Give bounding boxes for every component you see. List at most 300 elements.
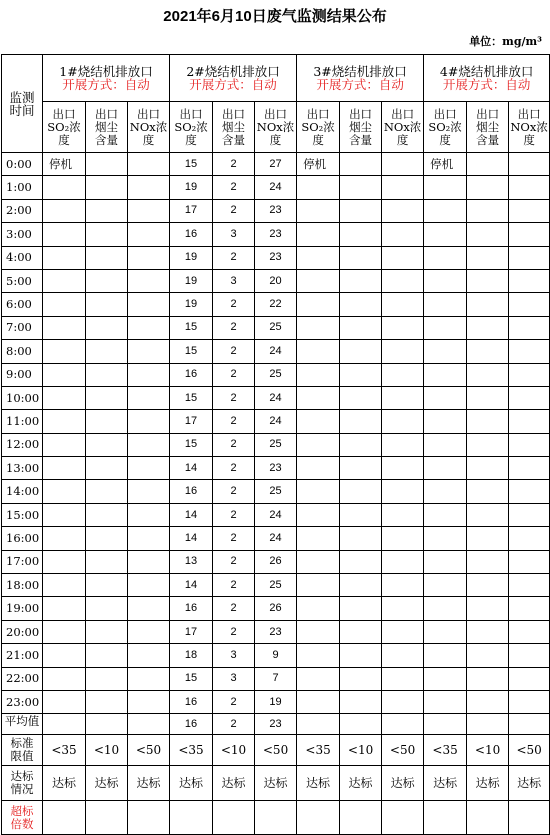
- table-row: [2, 480, 550, 503]
- empty-cell: [43, 293, 86, 316]
- empty-cell: [424, 503, 467, 526]
- empty-cell: [382, 801, 424, 835]
- table-row: [2, 316, 550, 339]
- time-cell: 22:00: [2, 667, 43, 690]
- empty-cell: [43, 410, 86, 433]
- value-cell: 22: [255, 293, 297, 316]
- empty-cell: [128, 223, 170, 246]
- value-cell: 26: [255, 597, 297, 620]
- value-cell: 17: [170, 620, 213, 643]
- table-row: [2, 199, 550, 222]
- empty-cell: [297, 246, 340, 269]
- time-cell: 1:00: [2, 176, 43, 199]
- empty-cell: [128, 527, 170, 550]
- value-cell: 26: [255, 550, 297, 573]
- empty-cell: [43, 801, 86, 835]
- empty-cell: [509, 480, 550, 503]
- empty-cell: [382, 690, 424, 713]
- unit-3-header: 3#烧结机排放口 开展方式：自动: [297, 55, 424, 102]
- value-cell: 2: [213, 620, 255, 643]
- value-cell: 25: [255, 574, 297, 597]
- empty-cell: [86, 386, 128, 409]
- stopped-cell: 停机: [424, 153, 467, 176]
- empty-cell: [340, 223, 382, 246]
- time-cell: 15:00: [2, 503, 43, 526]
- limit-value: <50: [255, 735, 297, 766]
- table-row: [2, 503, 550, 526]
- empty-cell: [43, 503, 86, 526]
- value-cell: 2: [213, 574, 255, 597]
- compliance-value: 达标: [255, 766, 297, 801]
- subheader-so2: 出口 SO₂浓 度: [297, 102, 340, 153]
- empty-cell: [509, 574, 550, 597]
- time-cell: 20:00: [2, 620, 43, 643]
- value-cell: 24: [255, 503, 297, 526]
- empty-cell: [467, 340, 509, 363]
- empty-cell: [467, 293, 509, 316]
- empty-cell: [86, 176, 128, 199]
- table-row: [2, 293, 550, 316]
- empty-cell: [382, 433, 424, 456]
- subheader-nox: 出口 NOx浓 度: [128, 102, 170, 153]
- stopped-cell: 停机: [43, 153, 86, 176]
- empty-cell: [43, 550, 86, 573]
- empty-cell: [467, 269, 509, 292]
- empty-cell: [43, 457, 86, 480]
- compliance-value: 达标: [467, 766, 509, 801]
- table-row: [2, 223, 550, 246]
- empty-cell: [467, 410, 509, 433]
- value-cell: 16: [170, 363, 213, 386]
- limit-value: <50: [128, 735, 170, 766]
- unit-label: 单位：mg/m³: [469, 35, 542, 48]
- empty-cell: [382, 363, 424, 386]
- value-cell: 17: [170, 410, 213, 433]
- value-cell: 19: [170, 176, 213, 199]
- empty-cell: [297, 503, 340, 526]
- empty-cell: [128, 597, 170, 620]
- empty-cell: [382, 503, 424, 526]
- value-cell: 24: [255, 527, 297, 550]
- empty-cell: [340, 246, 382, 269]
- empty-cell: [128, 620, 170, 643]
- empty-cell: [509, 801, 550, 835]
- empty-cell: [86, 550, 128, 573]
- emission-table: [1, 54, 550, 835]
- empty-cell: [382, 246, 424, 269]
- unit-1-header: 1#烧结机排放口 开展方式：自动: [43, 55, 170, 102]
- empty-cell: [509, 153, 550, 176]
- empty-cell: [340, 597, 382, 620]
- empty-cell: [86, 153, 128, 176]
- compliance-value: 达标: [297, 766, 340, 801]
- empty-cell: [86, 574, 128, 597]
- value-cell: 23: [255, 246, 297, 269]
- time-cell: 7:00: [2, 316, 43, 339]
- empty-cell: [86, 410, 128, 433]
- value-cell: 2: [213, 293, 255, 316]
- empty-cell: [86, 714, 128, 735]
- empty-cell: [43, 527, 86, 550]
- value-cell: 2: [213, 457, 255, 480]
- empty-cell: [86, 503, 128, 526]
- time-cell: 14:00: [2, 480, 43, 503]
- empty-cell: [424, 293, 467, 316]
- empty-cell: [297, 176, 340, 199]
- compliance-value: 达标: [340, 766, 382, 801]
- empty-cell: [509, 644, 550, 667]
- empty-cell: [424, 363, 467, 386]
- empty-cell: [43, 363, 86, 386]
- time-cell: 17:00: [2, 550, 43, 573]
- empty-cell: [128, 246, 170, 269]
- table-row: [2, 690, 550, 713]
- empty-cell: [424, 527, 467, 550]
- limit-value: <10: [340, 735, 382, 766]
- empty-cell: [509, 550, 550, 573]
- empty-cell: [424, 480, 467, 503]
- empty-cell: [297, 433, 340, 456]
- value-cell: 2: [213, 597, 255, 620]
- subheader-dust: 出口 烟尘 含量: [467, 102, 509, 153]
- empty-cell: [382, 269, 424, 292]
- value-cell: 23: [255, 199, 297, 222]
- empty-cell: [297, 363, 340, 386]
- empty-cell: [509, 457, 550, 480]
- empty-cell: [340, 363, 382, 386]
- empty-cell: [86, 433, 128, 456]
- time-cell: 0:00: [2, 153, 43, 176]
- average-row: [2, 714, 550, 735]
- empty-cell: [424, 269, 467, 292]
- value-cell: 2: [213, 527, 255, 550]
- subheader-so2: 出口 SO₂浓 度: [424, 102, 467, 153]
- empty-cell: [424, 176, 467, 199]
- empty-cell: [43, 620, 86, 643]
- value-cell: 23: [255, 457, 297, 480]
- empty-cell: [297, 527, 340, 550]
- empty-cell: [340, 620, 382, 643]
- empty-cell: [43, 199, 86, 222]
- empty-cell: [467, 176, 509, 199]
- compliance-value: 达标: [43, 766, 86, 801]
- table-row: [2, 269, 550, 292]
- empty-cell: [509, 527, 550, 550]
- empty-cell: [128, 480, 170, 503]
- empty-cell: [86, 597, 128, 620]
- value-cell: 17: [170, 199, 213, 222]
- empty-cell: [297, 223, 340, 246]
- value-cell: 25: [255, 316, 297, 339]
- empty-cell: [509, 690, 550, 713]
- empty-cell: [509, 246, 550, 269]
- empty-cell: [297, 714, 340, 735]
- table-row: [2, 550, 550, 573]
- value-cell: 25: [255, 480, 297, 503]
- empty-cell: [467, 644, 509, 667]
- subheader-so2: 出口 SO₂浓 度: [170, 102, 213, 153]
- table-row: [2, 667, 550, 690]
- empty-cell: [424, 410, 467, 433]
- empty-cell: [128, 153, 170, 176]
- empty-cell: [128, 386, 170, 409]
- empty-cell: [467, 801, 509, 835]
- empty-cell: [43, 480, 86, 503]
- value-cell: 14: [170, 574, 213, 597]
- value-cell: 3: [213, 667, 255, 690]
- value-cell: 14: [170, 527, 213, 550]
- empty-cell: [340, 340, 382, 363]
- limit-value: <35: [297, 735, 340, 766]
- empty-cell: [86, 293, 128, 316]
- empty-cell: [86, 246, 128, 269]
- empty-cell: [509, 714, 550, 735]
- empty-cell: [128, 644, 170, 667]
- value-cell: 15: [170, 433, 213, 456]
- exceed-row: [2, 801, 550, 835]
- time-cell: 11:00: [2, 410, 43, 433]
- empty-cell: [424, 433, 467, 456]
- empty-cell: [43, 269, 86, 292]
- empty-cell: [213, 801, 255, 835]
- empty-cell: [382, 620, 424, 643]
- time-cell: 23:00: [2, 690, 43, 713]
- unit-4-header: 4#烧结机排放口 开展方式：自动: [424, 55, 550, 102]
- empty-cell: [467, 480, 509, 503]
- value-cell: 23: [255, 223, 297, 246]
- value-cell: 23: [255, 620, 297, 643]
- table-row: [2, 620, 550, 643]
- empty-cell: [86, 340, 128, 363]
- limit-value: <10: [86, 735, 128, 766]
- empty-cell: [128, 363, 170, 386]
- limit-value: <50: [509, 735, 550, 766]
- value-cell: 2: [213, 246, 255, 269]
- compliance-value: 达标: [509, 766, 550, 801]
- subheader-dust: 出口 烟尘 含量: [340, 102, 382, 153]
- table-row: [2, 457, 550, 480]
- empty-cell: [86, 199, 128, 222]
- empty-cell: [86, 480, 128, 503]
- empty-cell: [382, 293, 424, 316]
- empty-cell: [86, 316, 128, 339]
- compliance-value: 达标: [424, 766, 467, 801]
- empty-cell: [340, 550, 382, 573]
- value-cell: 15: [170, 316, 213, 339]
- compliance-label: 达标 情况: [2, 766, 43, 801]
- average-value: 23: [255, 714, 297, 735]
- time-cell: 6:00: [2, 293, 43, 316]
- time-cell: 2:00: [2, 199, 43, 222]
- empty-cell: [424, 386, 467, 409]
- table-row: [2, 644, 550, 667]
- empty-cell: [43, 386, 86, 409]
- empty-cell: [255, 801, 297, 835]
- empty-cell: [340, 269, 382, 292]
- empty-cell: [128, 574, 170, 597]
- compliance-value: 达标: [213, 766, 255, 801]
- value-cell: 16: [170, 223, 213, 246]
- empty-cell: [467, 597, 509, 620]
- compliance-value: 达标: [382, 766, 424, 801]
- value-cell: 2: [213, 480, 255, 503]
- empty-cell: [128, 801, 170, 835]
- empty-cell: [340, 644, 382, 667]
- table-row: [2, 176, 550, 199]
- value-cell: 2: [213, 153, 255, 176]
- empty-cell: [86, 690, 128, 713]
- empty-cell: [297, 667, 340, 690]
- limit-value: <35: [424, 735, 467, 766]
- empty-cell: [297, 316, 340, 339]
- empty-cell: [128, 410, 170, 433]
- table-row: [2, 527, 550, 550]
- empty-cell: [340, 199, 382, 222]
- value-cell: 15: [170, 153, 213, 176]
- empty-cell: [424, 457, 467, 480]
- empty-cell: [467, 667, 509, 690]
- time-cell: 16:00: [2, 527, 43, 550]
- empty-cell: [509, 410, 550, 433]
- value-cell: 15: [170, 667, 213, 690]
- average-label: 平均值: [2, 714, 43, 735]
- empty-cell: [382, 340, 424, 363]
- limit-value: <50: [382, 735, 424, 766]
- empty-cell: [424, 550, 467, 573]
- value-cell: 2: [213, 316, 255, 339]
- empty-cell: [170, 801, 213, 835]
- exceed-label: 超标 倍数: [2, 801, 43, 835]
- empty-cell: [86, 801, 128, 835]
- empty-cell: [509, 269, 550, 292]
- time-cell: 18:00: [2, 574, 43, 597]
- empty-cell: [467, 386, 509, 409]
- empty-cell: [424, 714, 467, 735]
- empty-cell: [424, 644, 467, 667]
- empty-cell: [382, 457, 424, 480]
- value-cell: 2: [213, 199, 255, 222]
- limit-value: <35: [170, 735, 213, 766]
- value-cell: 24: [255, 410, 297, 433]
- empty-cell: [43, 340, 86, 363]
- value-cell: 3: [213, 644, 255, 667]
- empty-cell: [128, 340, 170, 363]
- empty-cell: [382, 153, 424, 176]
- value-cell: 14: [170, 457, 213, 480]
- subheader-so2: 出口 SO₂浓 度: [43, 102, 86, 153]
- empty-cell: [340, 690, 382, 713]
- empty-cell: [424, 574, 467, 597]
- empty-cell: [86, 363, 128, 386]
- empty-cell: [86, 644, 128, 667]
- empty-cell: [509, 386, 550, 409]
- compliance-value: 达标: [86, 766, 128, 801]
- table-row: [2, 153, 550, 176]
- empty-cell: [424, 597, 467, 620]
- time-cell: 10:00: [2, 386, 43, 409]
- empty-cell: [424, 801, 467, 835]
- value-cell: 27: [255, 153, 297, 176]
- value-cell: 3: [213, 269, 255, 292]
- empty-cell: [382, 667, 424, 690]
- empty-cell: [467, 690, 509, 713]
- value-cell: 16: [170, 480, 213, 503]
- empty-cell: [43, 597, 86, 620]
- empty-cell: [128, 176, 170, 199]
- empty-cell: [340, 574, 382, 597]
- time-cell: 13:00: [2, 457, 43, 480]
- empty-cell: [297, 457, 340, 480]
- empty-cell: [509, 340, 550, 363]
- empty-cell: [43, 316, 86, 339]
- empty-cell: [340, 480, 382, 503]
- empty-cell: [467, 714, 509, 735]
- empty-cell: [128, 503, 170, 526]
- value-cell: 2: [213, 690, 255, 713]
- empty-cell: [340, 527, 382, 550]
- limit-value: <10: [213, 735, 255, 766]
- empty-cell: [467, 316, 509, 339]
- empty-cell: [424, 620, 467, 643]
- empty-cell: [297, 480, 340, 503]
- empty-cell: [297, 199, 340, 222]
- subheader-nox: 出口 NOx浓 度: [382, 102, 424, 153]
- empty-cell: [128, 550, 170, 573]
- empty-cell: [382, 480, 424, 503]
- empty-cell: [128, 269, 170, 292]
- value-cell: 15: [170, 340, 213, 363]
- empty-cell: [43, 574, 86, 597]
- empty-cell: [382, 527, 424, 550]
- empty-cell: [128, 457, 170, 480]
- empty-cell: [509, 503, 550, 526]
- empty-cell: [382, 644, 424, 667]
- empty-cell: [424, 246, 467, 269]
- value-cell: 3: [213, 223, 255, 246]
- time-cell: 19:00: [2, 597, 43, 620]
- unit-2-header: 2#烧结机排放口 开展方式：自动: [170, 55, 297, 102]
- empty-cell: [297, 620, 340, 643]
- compliance-value: 达标: [170, 766, 213, 801]
- table-row: [2, 246, 550, 269]
- value-cell: 16: [170, 690, 213, 713]
- table-row: [2, 597, 550, 620]
- empty-cell: [467, 574, 509, 597]
- empty-cell: [424, 223, 467, 246]
- value-cell: 20: [255, 269, 297, 292]
- value-cell: 2: [213, 363, 255, 386]
- empty-cell: [128, 667, 170, 690]
- time-cell: 9:00: [2, 363, 43, 386]
- empty-cell: [382, 410, 424, 433]
- empty-cell: [86, 527, 128, 550]
- value-cell: 24: [255, 176, 297, 199]
- value-cell: 19: [170, 269, 213, 292]
- empty-cell: [509, 199, 550, 222]
- stopped-cell: 停机: [297, 153, 340, 176]
- value-cell: 2: [213, 503, 255, 526]
- table-row: [2, 410, 550, 433]
- limit-value: <10: [467, 735, 509, 766]
- empty-cell: [340, 503, 382, 526]
- empty-cell: [467, 433, 509, 456]
- empty-cell: [509, 223, 550, 246]
- subheader-nox: 出口 NOx浓 度: [255, 102, 297, 153]
- empty-cell: [43, 433, 86, 456]
- empty-cell: [467, 199, 509, 222]
- empty-cell: [340, 176, 382, 199]
- average-value: 2: [213, 714, 255, 735]
